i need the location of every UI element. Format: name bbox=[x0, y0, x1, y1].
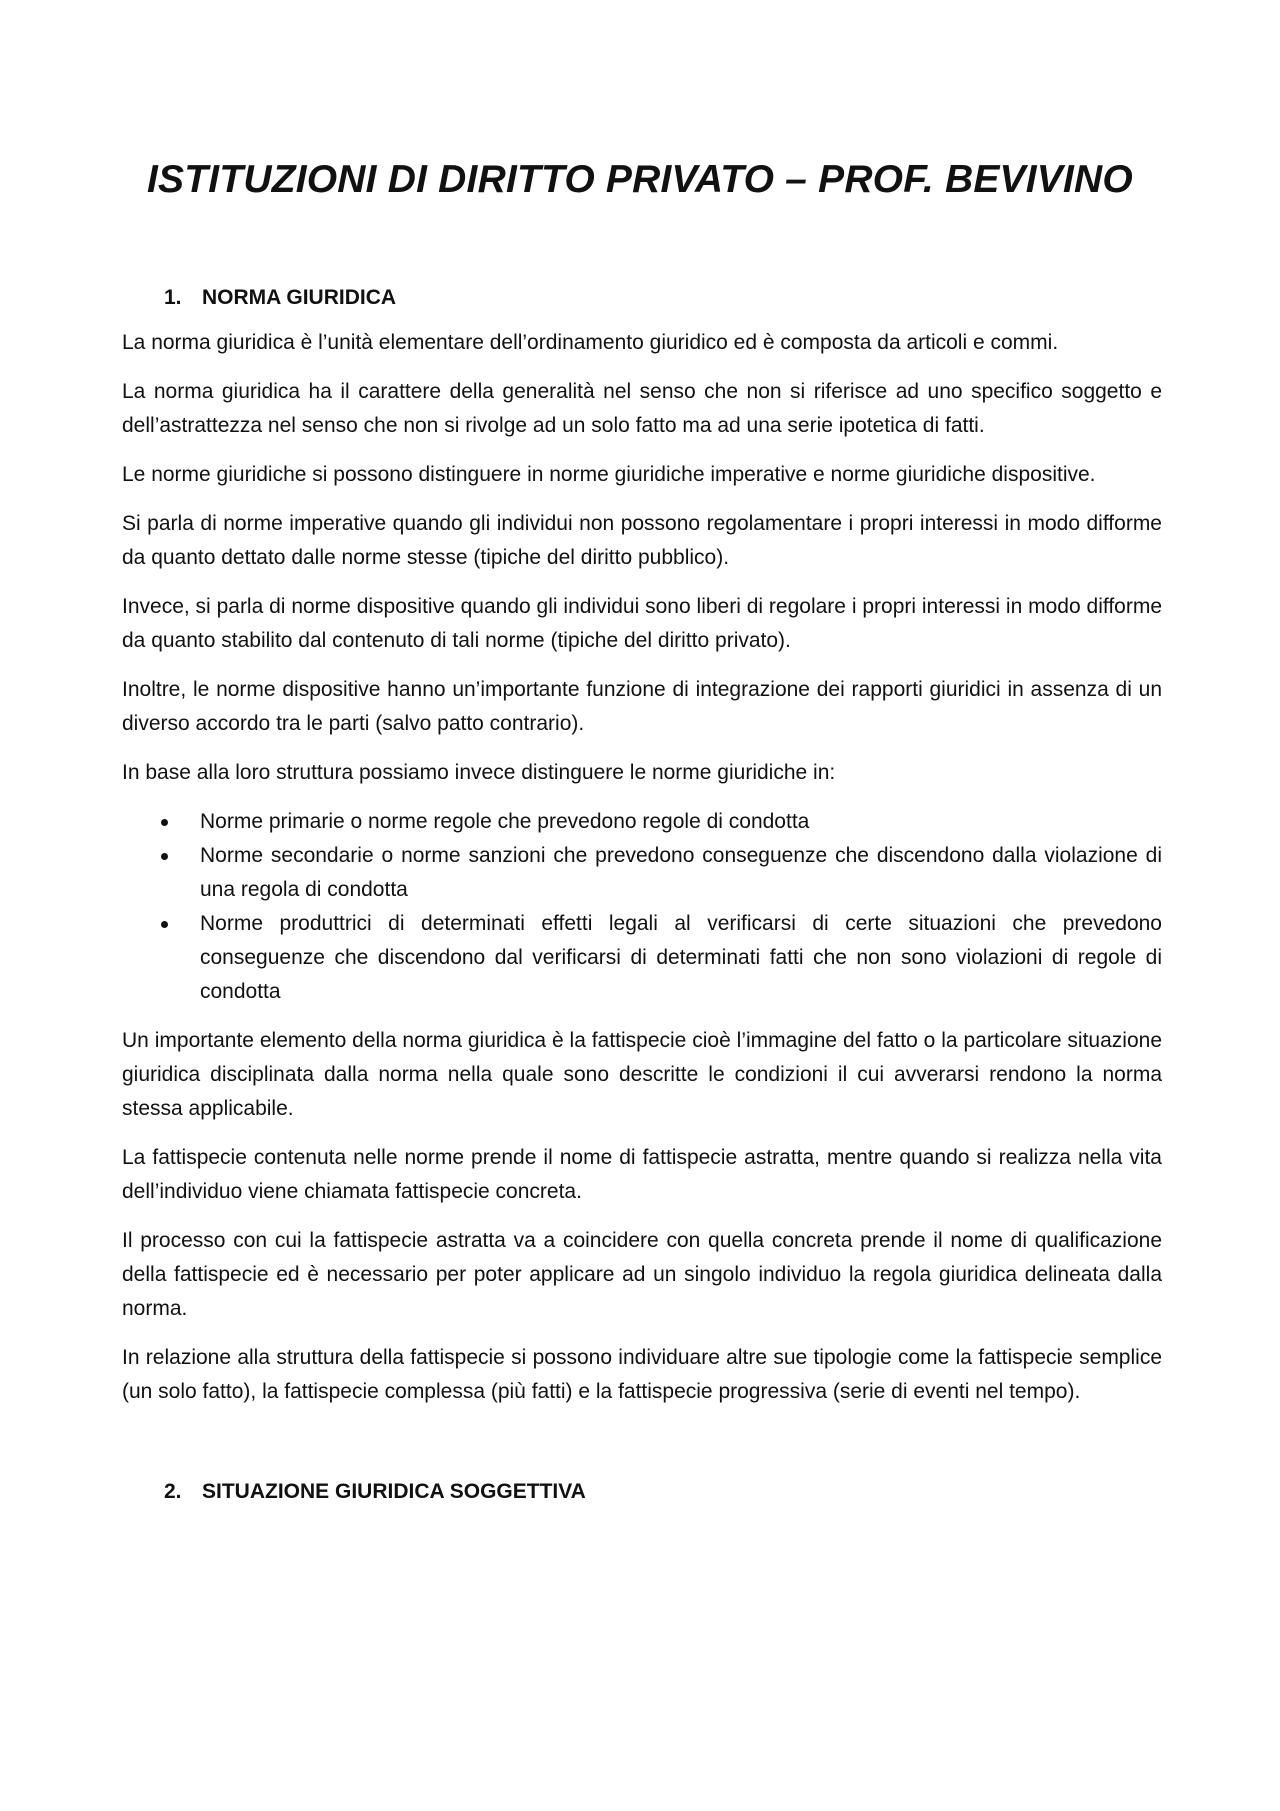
bullet-icon bbox=[161, 853, 168, 860]
document-body bbox=[122, 286, 1162, 1520]
bullet-icon bbox=[161, 819, 168, 826]
section-number: 2. bbox=[164, 1480, 182, 1503]
section-title: SITUAZIONE GIURIDICA SOGGETTIVA bbox=[202, 1480, 586, 1503]
bullet-icon bbox=[161, 921, 168, 928]
section-heading-norma-giuridica bbox=[164, 286, 1162, 310]
list-item bbox=[122, 907, 1162, 1009]
paragraph: La fattispecie contenuta nelle norme prende il nome di fattispecie astratta, mentre quando si realizza nella vita dell’individuo viene chiamata fattispecie concreta. bbox=[122, 1146, 1162, 1203]
paragraph: La norma giuridica è l’unità elementare dell’ordinamento giuridico ed è composta da articoli e commi. bbox=[122, 331, 1059, 354]
list-item-text: Norme produttrici di determinati effetti legali al verificarsi di certe situazioni che prevedono conseguenze che discendono dal verificarsi di determinati fatti che non sono violazioni di regole di condotta bbox=[200, 912, 1162, 1003]
document-title: ISTITUZIONI DI DIRITTO PRIVATO – PROF. BEVIVINO bbox=[147, 158, 1133, 201]
list-item-text: Norme secondarie o norme sanzioni che prevedono conseguenze che discendono dalla violazione di una regola di condotta bbox=[200, 844, 1162, 901]
bullet-list bbox=[122, 805, 1162, 1009]
paragraph: Invece, si parla di norme dispositive quando gli individui sono liberi di regolare i propri interessi in modo difforme da quanto stabilito dal contenuto di tali norme (tipiche del diritto privato). bbox=[122, 595, 1162, 652]
paragraph: In relazione alla struttura della fattispecie si possono individuare altre sue tipologie come la fattispecie semplice (un solo fatto), la fattispecie complessa (più fatti) e la fattispecie progressiva (serie di eventi nel tempo). bbox=[122, 1346, 1162, 1403]
section-spacer bbox=[122, 1424, 1162, 1480]
section-heading-situazione-giuridica bbox=[164, 1480, 1162, 1504]
paragraph: Il processo con cui la fattispecie astratta va a coincidere con quella concreta prende il nome di qualificazione della fattispecie ed è necessario per poter applicare ad un singolo individuo la regola giuridica delineata dalla norma. bbox=[122, 1229, 1162, 1320]
list-item-text: Norme primarie o norme regole che prevedono regole di condotta bbox=[200, 810, 810, 833]
paragraph: In base alla loro struttura possiamo invece distinguere le norme giuridiche in: bbox=[122, 761, 836, 784]
paragraph: Si parla di norme imperative quando gli individui non possono regolamentare i propri interessi in modo difforme da quanto dettato dalle norme stesse (tipiche del diritto pubblico). bbox=[122, 512, 1162, 569]
list-item bbox=[122, 805, 1162, 839]
paragraph: Un importante elemento della norma giuridica è la fattispecie cioè l’immagine del fatto o la particolare situazione giuridica disciplinata dalla norma nella quale sono descritte le condizioni il cui avverarsi rendono la norma stessa applicabile. bbox=[122, 1029, 1162, 1120]
paragraph: Inoltre, le norme dispositive hanno un’importante funzione di integrazione dei rapporti giuridici in assenza di un diverso accordo tra le parti (salvo patto contrario). bbox=[122, 678, 1162, 735]
section-number: 1. bbox=[164, 286, 182, 309]
list-item bbox=[122, 839, 1162, 907]
paragraph: La norma giuridica ha il carattere della generalità nel senso che non si riferisce ad uno specifico soggetto e dell’astrattezza nel senso che non si rivolge ad un solo fatto ma ad una serie ipotetica di fatti. bbox=[122, 380, 1162, 437]
paragraph: Le norme giuridiche si possono distinguere in norme giuridiche imperative e norme giuridiche dispositive. bbox=[122, 463, 1096, 486]
section-title: NORMA GIURIDICA bbox=[202, 286, 397, 309]
